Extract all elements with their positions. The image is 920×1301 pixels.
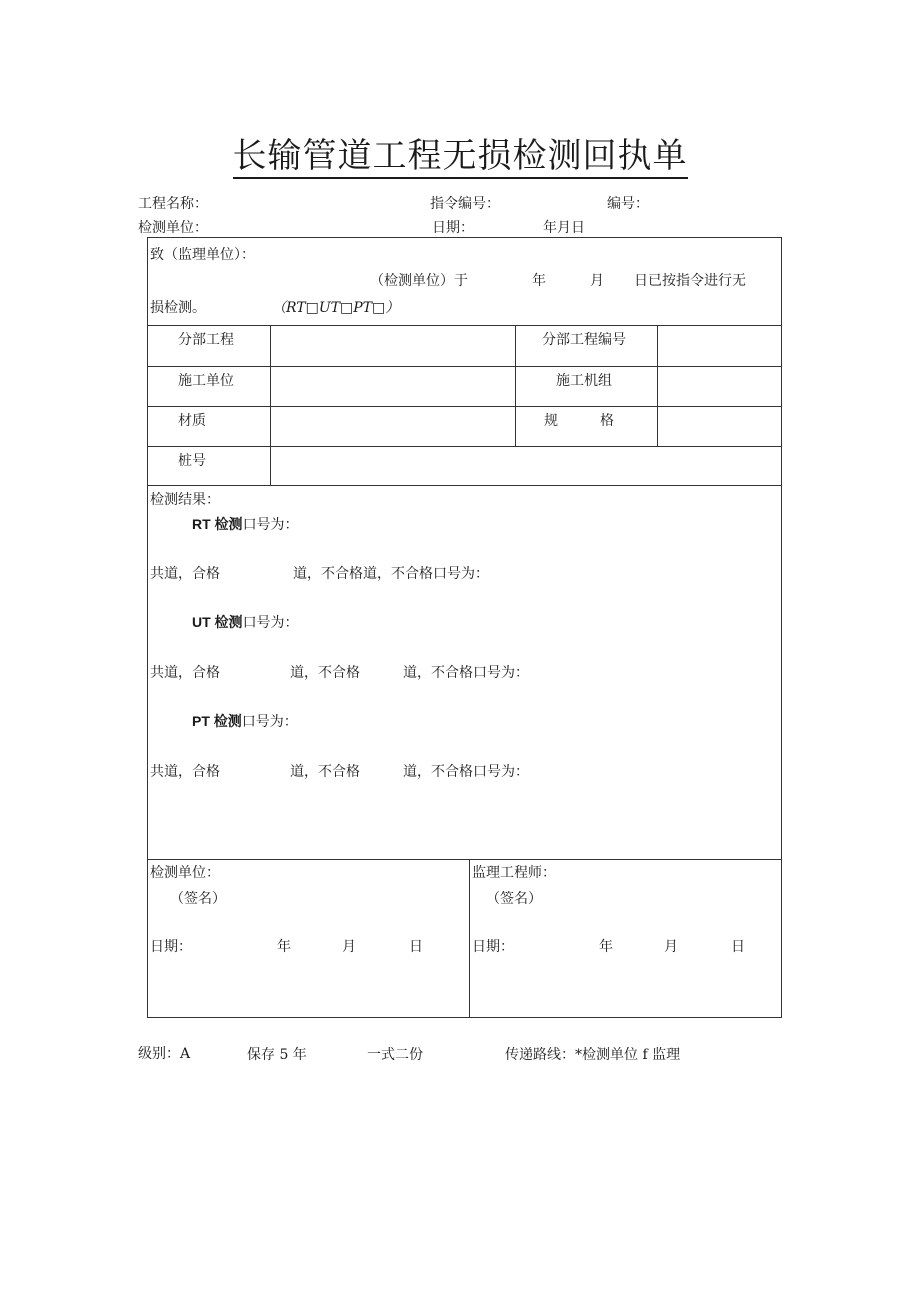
sig-left-date: 日期：: [150, 939, 192, 955]
sig-right-label: 监理工程师：: [472, 865, 556, 881]
instruction-no-label: 指令编号：: [430, 196, 500, 212]
rt-line-a: 共道，合格: [150, 566, 220, 582]
inspection-unit-label: 检测单位：: [138, 220, 208, 236]
sig-left-day: 日: [409, 939, 423, 955]
pt-title: PT 检测口号为：: [192, 713, 298, 730]
footer-retention: 保存 5 年: [247, 1047, 307, 1063]
sig-right-day: 日: [731, 939, 745, 955]
rt-line-b: 道，不合格道，不合格口号为：: [293, 566, 489, 582]
date-label: 日期：: [432, 220, 474, 236]
ut-title: UT 检测口号为：: [192, 614, 299, 631]
page-title: 长输管道工程无损检测回执单: [0, 128, 920, 177]
notice-year: 年: [532, 273, 546, 289]
notice-month: 月: [590, 273, 604, 289]
sig-right-month: 月: [664, 939, 678, 955]
sig-left-month: 月: [342, 939, 356, 955]
notice-day-text: 日已按指令进行无: [634, 273, 746, 289]
notice-line2: 损检测。: [150, 300, 206, 316]
sig-right-sign: （签名）: [486, 891, 542, 907]
notice-methods: （RT□UT□PT□）: [272, 300, 400, 316]
rt-title: RT 检测口号为：: [192, 516, 299, 533]
row-label-spec: 规 格: [544, 413, 614, 429]
sig-left-sign: （签名）: [170, 891, 226, 907]
footer-route: 传递路线：*检测单位 f 监理: [505, 1047, 681, 1063]
row-label-crew: 施工机组: [556, 373, 612, 389]
footer-copies: 一式二份: [367, 1047, 423, 1063]
notice-to-label: 致（监理单位）：: [150, 247, 255, 263]
pt-line-b: 道，不合格: [290, 764, 360, 780]
sig-left-year: 年: [277, 939, 291, 955]
notice-unit: （检测单位）于: [370, 273, 468, 289]
row-label-contractor: 施工单位: [178, 373, 234, 389]
pt-line-c: 道，不合格口号为：: [403, 764, 529, 780]
row-label-station: 桩号: [178, 453, 206, 469]
ut-line-c: 道，不合格口号为：: [403, 665, 529, 681]
results-label: 检测结果：: [150, 492, 220, 508]
sig-right-date: 日期：: [472, 939, 514, 955]
row-label-material: 材质: [178, 413, 206, 429]
ut-line-b: 道，不合格: [290, 665, 360, 681]
sig-right-year: 年: [599, 939, 613, 955]
project-name-label: 工程名称：: [138, 196, 208, 212]
sig-left-label: 检测单位：: [150, 865, 220, 881]
date-value: 年月日: [543, 220, 585, 236]
row-label-division: 分部工程: [178, 332, 234, 348]
ut-line-a: 共道，合格: [150, 665, 220, 681]
footer-level: 级别：A: [138, 1046, 191, 1062]
number-label: 编号：: [607, 196, 649, 212]
row-label-division-no: 分部工程编号: [542, 332, 626, 348]
pt-line-a: 共道，合格: [150, 764, 220, 780]
